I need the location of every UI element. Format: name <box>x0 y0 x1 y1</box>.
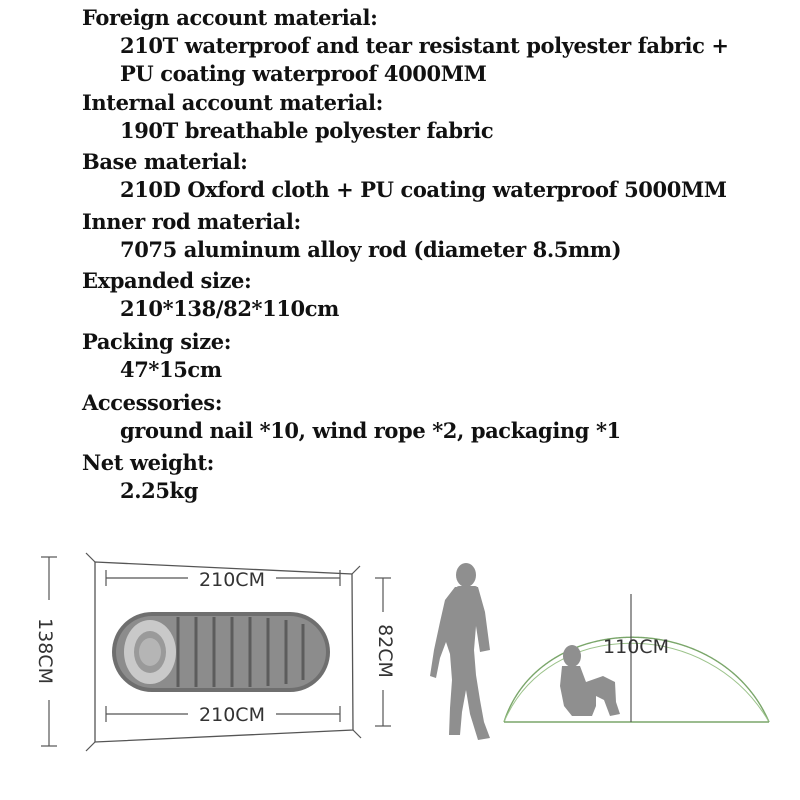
spec-base-material <box>0 148 800 204</box>
spec-value: 47*15cm <box>120 357 222 382</box>
spec-label: Expanded size: <box>82 268 252 293</box>
right-width-label: 82CM <box>374 624 396 678</box>
spec-inner-rod <box>0 208 800 264</box>
spec-label: Base material: <box>82 149 248 174</box>
spec-label: Inner rod material: <box>82 209 301 234</box>
spec-label: Internal account material: <box>82 90 383 115</box>
spec-value: ground nail *10, wind rope *2, packaging *1 <box>120 418 621 443</box>
standing-person-silhouette <box>430 563 490 740</box>
spec-internal-account <box>0 89 800 145</box>
spec-value: 210T waterproof and tear resistant polyester fabric + <box>120 33 729 58</box>
tent-side-view <box>504 594 769 722</box>
spec-value: 2.25kg <box>120 478 198 503</box>
spec-value: 190T breathable polyester fabric <box>120 118 494 143</box>
spec-label: Accessories: <box>82 390 223 415</box>
bottom-length-label: 210CM <box>199 704 265 726</box>
left-width-label: 138CM <box>34 618 56 684</box>
spec-label: Net weight: <box>82 450 214 475</box>
spec-value: 210*138/82*110cm <box>120 296 339 321</box>
spec-expanded-size <box>0 267 800 323</box>
spec-label: Packing size: <box>82 329 232 354</box>
spec-foreign-account <box>0 4 800 84</box>
tent-dimension-diagram <box>0 530 800 800</box>
spec-value: 7075 aluminum alloy rod (diameter 8.5mm) <box>120 237 622 262</box>
height-label: 110CM <box>603 636 669 658</box>
spec-value: PU coating waterproof 4000MM <box>120 61 487 86</box>
top-length-label: 210CM <box>199 569 265 591</box>
spec-net-weight <box>0 449 800 505</box>
spec-packing-size <box>0 328 800 384</box>
sleeping-bag-illustration <box>112 612 330 692</box>
spec-label: Foreign account material: <box>82 5 378 30</box>
spec-value: 210D Oxford cloth + PU coating waterproof 5000MM <box>120 177 727 202</box>
tent-floor-plan <box>34 553 396 751</box>
spec-accessories <box>0 389 800 445</box>
